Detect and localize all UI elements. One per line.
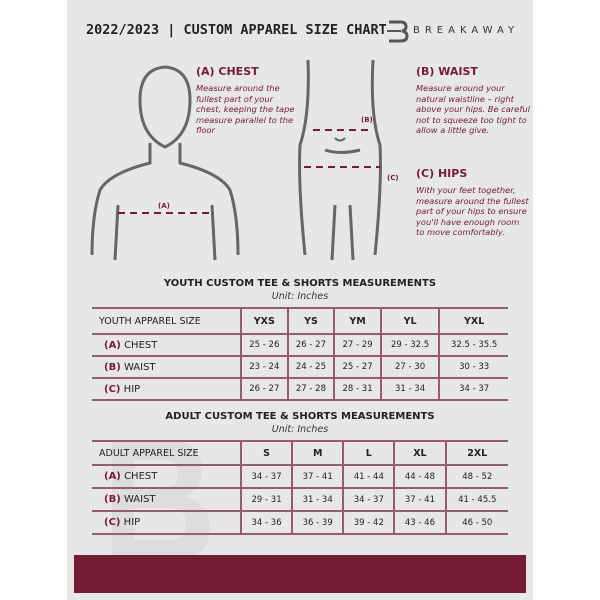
table-row — [92, 334, 508, 356]
measurement-cell: 36 - 39 — [292, 511, 343, 534]
measurement-cell: 41 - 44 — [343, 465, 394, 488]
chest-heading: (A) CHEST — [196, 65, 259, 78]
measurement-cell: 44 - 48 — [394, 465, 445, 488]
adult-size-table — [92, 440, 508, 535]
size-column-header: YS — [288, 308, 335, 334]
measurement-label — [92, 378, 241, 400]
measurement-cell: 23 - 24 — [241, 356, 288, 378]
chest-marker: (A) — [158, 202, 170, 210]
measurement-cell: 28 - 31 — [334, 378, 381, 400]
table-row — [92, 465, 508, 488]
waist-description: Measure around your natural waistline – right above your hips. Be careful not to squeeze too tight to allow a little give. — [416, 83, 530, 136]
measurement-letter: (A) — [104, 471, 121, 482]
measurement-letter: (C) — [104, 517, 121, 528]
measurement-cell: 32.5 - 35.5 — [439, 334, 508, 356]
size-column-header: YXS — [241, 308, 288, 334]
brand-name: BREAKAWAY — [413, 25, 520, 36]
measurement-letter: (C) — [104, 383, 121, 395]
measurement-name: WAIST — [123, 361, 156, 373]
measurement-cell: 48 - 52 — [446, 465, 509, 488]
measurement-name: WAIST — [123, 494, 156, 505]
youth-size-table — [92, 307, 508, 401]
measurement-cell: 31 - 34 — [381, 378, 439, 400]
adult-section-title: ADULT CUSTOM TEE & SHORTS MEASUREMENTS — [165, 411, 435, 422]
measurement-cell: 39 - 42 — [343, 511, 394, 534]
size-column-header: YM — [334, 308, 381, 334]
measurement-cell: 27 - 28 — [288, 378, 335, 400]
size-column-header: YL — [381, 308, 439, 334]
adult-unit: Unit: Inches — [271, 424, 329, 435]
hips-marker: (C) — [387, 174, 399, 182]
table-row — [92, 511, 508, 534]
waist-marker: (B) — [361, 116, 373, 124]
measurement-letter: (B) — [104, 361, 121, 373]
youth-unit: Unit: Inches — [271, 291, 329, 302]
page-title: 2022/2023 | CUSTOM APPAREL SIZE CHART — [86, 22, 387, 38]
waist-heading: (B) WAIST — [416, 65, 478, 78]
measurement-cell: 34 - 36 — [241, 511, 292, 534]
measurement-label — [92, 465, 241, 488]
measurement-cell: 31 - 34 — [292, 488, 343, 511]
measurement-label — [92, 334, 241, 356]
youth-section-title: YOUTH CUSTOM TEE & SHORTS MEASUREMENTS — [163, 278, 437, 289]
footer-band — [74, 555, 526, 593]
measurement-letter: (B) — [104, 494, 121, 505]
measurement-label — [92, 356, 241, 378]
size-column-header: XL — [394, 441, 445, 465]
table-header-row — [92, 308, 508, 334]
measurement-name: HIP — [123, 517, 141, 528]
table-row — [92, 378, 508, 400]
measurement-cell: 25 - 27 — [334, 356, 381, 378]
measurement-cell: 34 - 37 — [439, 378, 508, 400]
size-column-header: YXL — [439, 308, 508, 334]
table-header-row — [92, 441, 508, 465]
measurement-cell: 29 - 32.5 — [381, 334, 439, 356]
size-column-header: L — [343, 441, 394, 465]
measurement-cell: 26 - 27 — [241, 378, 288, 400]
size-column-header: M — [292, 441, 343, 465]
chest-description: Measure around the fullest part of your chest, keeping the tape measure parallel to the floor — [196, 83, 295, 136]
table-row — [92, 488, 508, 511]
measurement-name: CHEST — [124, 471, 158, 482]
measurement-cell: 34 - 37 — [343, 488, 394, 511]
measurement-name: HIP — [123, 383, 141, 395]
table-row — [92, 356, 508, 378]
measurement-cell: 27 - 29 — [334, 334, 381, 356]
measurement-letter: (A) — [104, 339, 121, 351]
measurement-cell: 29 - 31 — [241, 488, 292, 511]
measurement-cell: 41 - 45.5 — [446, 488, 509, 511]
measurement-cell: 24 - 25 — [288, 356, 335, 378]
measurement-cell: 30 - 33 — [439, 356, 508, 378]
size-column-header: 2XL — [446, 441, 509, 465]
measurement-label — [92, 511, 241, 534]
size-header: ADULT APPAREL SIZE — [92, 441, 241, 465]
measurement-cell: 25 - 26 — [241, 334, 288, 356]
measurement-cell: 34 - 37 — [241, 465, 292, 488]
measurement-label — [92, 488, 241, 511]
size-header: YOUTH APPAREL SIZE — [92, 308, 241, 334]
measurement-cell: 46 - 50 — [446, 511, 509, 534]
measurement-cell: 37 - 41 — [394, 488, 445, 511]
hips-heading: (C) HIPS — [416, 167, 468, 180]
measurement-cell: 43 - 46 — [394, 511, 445, 534]
measurement-cell: 26 - 27 — [288, 334, 335, 356]
measurement-name: CHEST — [124, 339, 158, 351]
measurement-cell: 37 - 41 — [292, 465, 343, 488]
brand-logo-icon — [385, 18, 409, 44]
size-column-header: S — [241, 441, 292, 465]
hips-description: With your feet together, measure around the fullest part of your hips to ensure you'll have enough room to move comfortably. — [416, 185, 529, 238]
measurement-cell: 27 - 30 — [381, 356, 439, 378]
